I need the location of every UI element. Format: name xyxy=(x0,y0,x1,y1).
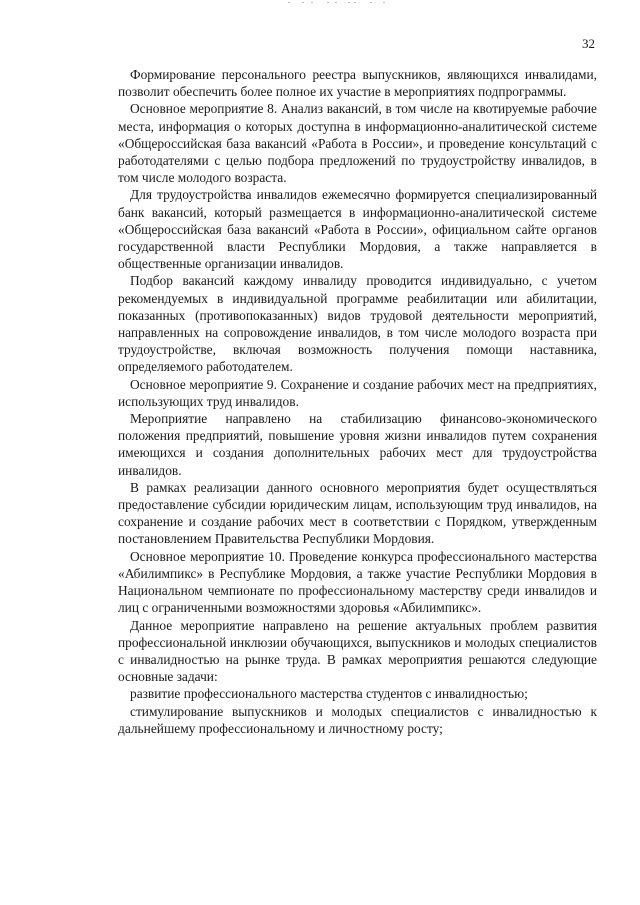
paragraph: Подбор вакансий каждому инвалиду проводится индивидуально, с учетом рекомендуемых в индивидуальной программе реабилитации или абилитации, показанных (противопоказанных) видов трудовой деятельности мероприятий, направленных на сопровождение инвалидов, в том числе молодого возраста при трудоустройстве, включая возможность получения помощи наставника, определяемого работодателем. xyxy=(118,273,597,375)
paragraph: Для трудоустройства инвалидов ежемесячно формируется специализированный банк вакансий, который размещается в информационно-аналитической системе «Общероссийская база вакансий «Работа в России», официальном сайте органов государственной власти Республики Мордовия, а также направляется в общественные организации инвалидов. xyxy=(118,187,597,272)
list-item: развитие профессионального мастерства студентов с инвалидностью; xyxy=(130,686,528,702)
paragraph: Мероприятие направлено на стабилизацию финансово-экономического положения предприятий, повышение уровня жизни инвалидов путем сохранения имеющихся и создания дополнительных рабочих мест для трудоустройства инвалидов. xyxy=(118,411,597,478)
paragraph: Основное мероприятие 8. Анализ вакансий, в том числе на квотируемые рабочие места, информация о которых доступна в информационно-аналитической системе «Общероссийская база вакансий «Работа в России», и проведение консультаций с работодателями с целью подбора предложений по трудоустройству инвалидов, в том числе молодого возраста. xyxy=(118,101,597,186)
paragraph: В рамках реализации данного основного мероприятия будет осуществляться предоставление субсидии юридическим лицам, использующим труд инвалидов, на сохранение и создание рабочих мест в соответствии с Порядком, утвержденным постановлением Правительства Республики Мордовия. xyxy=(118,479,597,547)
paragraph: Основное мероприятие 10. Проведение конкурса профессионального мастерства «Абилимпикс» в Республике Мордовия, а также участие Республики Мордовия в Национальном чемпионате по профессиональному мастерству среди инвалидов и лиц с ограниченными возможностями здоровья «Абилимпикс». xyxy=(118,548,597,616)
scan-artifact xyxy=(280,0,400,6)
page-number: 32 xyxy=(582,36,595,51)
paragraph: Основное мероприятие 9. Сохранение и создание рабочих мест на предприятиях, использующих труд инвалидов. xyxy=(118,376,597,409)
document-body xyxy=(118,66,597,737)
list-item: стимулирование выпускников и молодых специалистов с инвалидностью к дальнейшему профессиональному и личностному росту; xyxy=(118,703,597,736)
paragraph: Формирование персонального реестра выпускников, являющихся инвалидами, позволит обеспечить более полное их участие в мероприятиях подпрограммы. xyxy=(118,67,597,100)
paragraph: Данное мероприятие направлено на решение актуальных проблем развития профессиональной инклюзии обучающихся, выпускников и молодых специалистов с инвалидностью на рынке труда. В рамках мероприятия решаются следующие основные задачи: xyxy=(118,617,597,685)
